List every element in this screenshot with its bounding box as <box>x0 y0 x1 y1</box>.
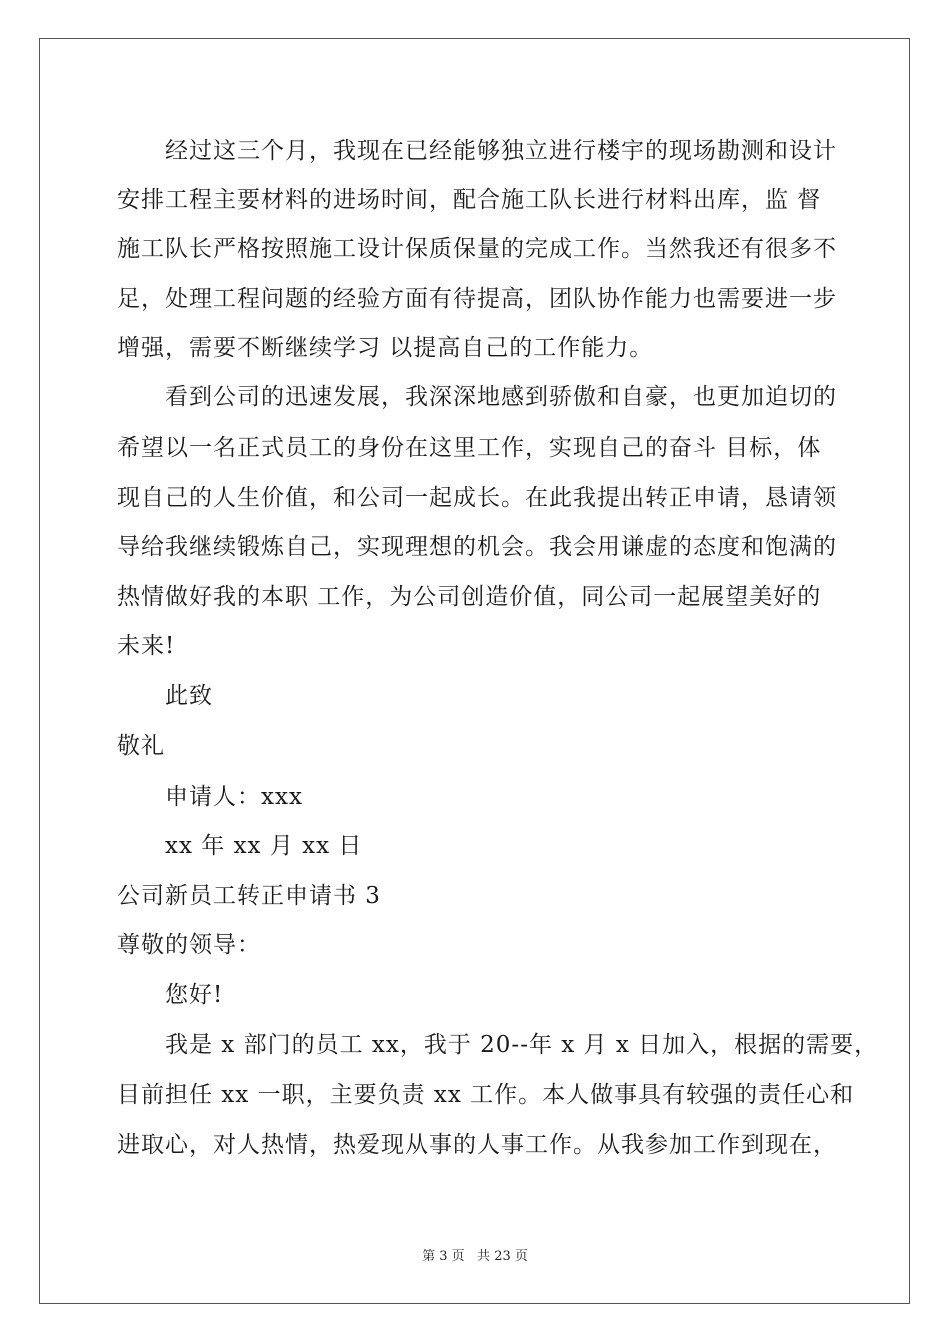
closing-ci-zhi: 此致 <box>165 683 213 709</box>
paragraph3-line-1: 我是 x 部门的员工 xx，我于 20--年 x 月 x 日加入，根据的需要， <box>165 1032 879 1058</box>
paragraph2-line-2: 希望以一名正式员工的身份在这里工作，实现自己的奋斗 目标，体 <box>117 435 822 461</box>
greeting: 您好! <box>165 982 224 1008</box>
paragraph1-line-5: 增强，需要不断继续学习 以提高自己的工作能力。 <box>117 335 654 361</box>
date-line: xx 年 xx 月 xx 日 <box>165 833 363 859</box>
salutation: 尊敬的领导： <box>117 932 261 958</box>
paragraph1-line-4: 足，处理工程问题的经验方面有待提高，团队协作能力也需要进一步 <box>117 286 837 312</box>
paragraph2-line-6: 未来! <box>117 633 176 659</box>
section-title: 公司新员工转正申请书 3 <box>117 883 381 909</box>
paragraph1-line-3: 施工队长严格按照施工设计保质保量的完成工作。当然我还有很多不 <box>117 236 837 262</box>
page-border <box>39 38 910 1304</box>
page-number-footer: 第 3 页 共 23 页 <box>422 1249 528 1264</box>
applicant-line: 申请人：xxx <box>165 784 303 810</box>
paragraph1-line-2: 安排工程主要材料的进场时间，配合施工队长进行材料出库，监 督 <box>117 187 822 213</box>
paragraph2-line-5: 热情做好我的本职 工作，为公司创造价值，同公司一起展望美好的 <box>117 584 822 610</box>
closing-jing-li: 敬礼 <box>117 733 165 759</box>
paragraph2-line-4: 导给我继续锻炼自己，实现理想的机会。我会用谦虚的态度和饱满的 <box>117 534 837 560</box>
paragraph2-line-3: 现自己的人生价值，和公司一起成长。在此我提出转正申请，恳请领 <box>117 485 837 511</box>
paragraph3-line-2: 目前担任 xx 一职，主要负责 xx 工作。本人做事具有较强的责任心和 <box>117 1082 855 1108</box>
paragraph2-line-1: 看到公司的迅速发展，我深深地感到骄傲和自豪，也更加迫切的 <box>165 384 837 410</box>
paragraph3-line-3: 进取心，对人热情，热爱现从事的人事工作。从我参加工作到现在， <box>117 1132 837 1158</box>
paragraph1-line-1: 经过这三个月，我现在已经能够独立进行楼宇的现场勘测和设计 <box>165 138 837 164</box>
